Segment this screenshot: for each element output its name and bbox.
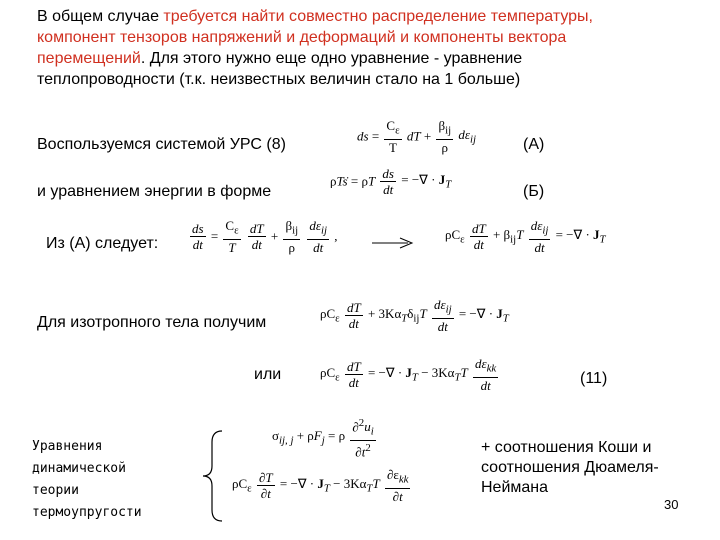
curly-brace-icon	[200, 428, 226, 524]
equation-11: $\rho C_\varepsilon$ $\frac{dT}{dt}$ = −∇ · $J_T - 3K\alpha_TT$ $\frac{d\varepsilon_{kk}}{dt}$	[320, 356, 497, 393]
equation-11-tag: (11)	[580, 370, 608, 387]
equation-isotropic: $\rho C_\varepsilon$ $\frac{dT}{dt}$ + $3K\alpha_T\delta_{ij}T$ $\frac{d\varepsilon_{ij}}{dt}$ = −∇ · $J_T$	[320, 297, 509, 334]
equation-b-tag: (Б)	[523, 183, 545, 200]
intro-line-2: компонент тензоров напряжений и деформаций и компоненты вектора	[37, 29, 567, 46]
intro-line-1: В общем случае требуется найти совместно распределение температуры,	[37, 8, 593, 25]
equation-a: ds = $\frac{C_\varepsilon}{T}$ dT + $\frac{\beta_{ij}}{\rho}$ $d\varepsilon_{ij}$	[357, 118, 477, 155]
dynamic-theory-label: Уравнения динамической теории термоупругости	[32, 439, 142, 520]
isotropic-label: Для изотропного тела получим	[37, 314, 267, 331]
notes-block: + соотношения Коши и соотношения Дюамеля- Неймана	[481, 439, 659, 496]
intro-line-3: перемещений. Для этого нужно еще одно уравнение - уравнение	[37, 50, 523, 67]
use-system-label: Воспользуемся системой УРС (8)	[37, 136, 286, 153]
implies-arrow-icon	[370, 236, 416, 250]
intro-paragraph	[37, 6, 593, 90]
equation-derived: $\frac{ds}{dt}$ = $\frac{C_\varepsilon}{T}$ $\frac{dT}{dt}$ + $\frac{\beta_{ij}}{\rho}$ $\frac{d\varepsilon_{ij}}{dt}$ ,	[192, 218, 338, 255]
page-number: 30	[664, 497, 679, 512]
equation-b: ρTṡ = ρT $\frac{ds}{dt}$ = −∇ · $J_T$	[330, 166, 452, 197]
energy-eq-label: и уравнением энергии в форме	[37, 183, 272, 200]
equation-heat: $\rho C_\varepsilon$ $\frac{dT}{dt}$ + $\beta_{ij}T$ $\frac{d\varepsilon_{ij}}{dt}$ = −∇ · $J_T$	[445, 218, 606, 255]
or-label: или	[254, 366, 282, 383]
equation-heat-dynamic: $\rho C_\varepsilon$ $\frac{\partial T}{\partial t}$ = −∇ · $J_T - 3K\alpha_TT$ $\frac{\partial\varepsilon_{kk}}{\partial t}$	[232, 467, 409, 504]
from-a-label: Из (А) следует:	[46, 235, 159, 252]
equation-motion: $\sigma_{ij, j} + \rho F_j = \rho$ $\frac{\partial^2u_i}{\partial t^2}$	[272, 417, 374, 460]
intro-line-4: теплопроводности (т.к. неизвестных величин стало на 1 больше)	[37, 71, 521, 88]
equation-a-tag: (А)	[523, 136, 545, 153]
